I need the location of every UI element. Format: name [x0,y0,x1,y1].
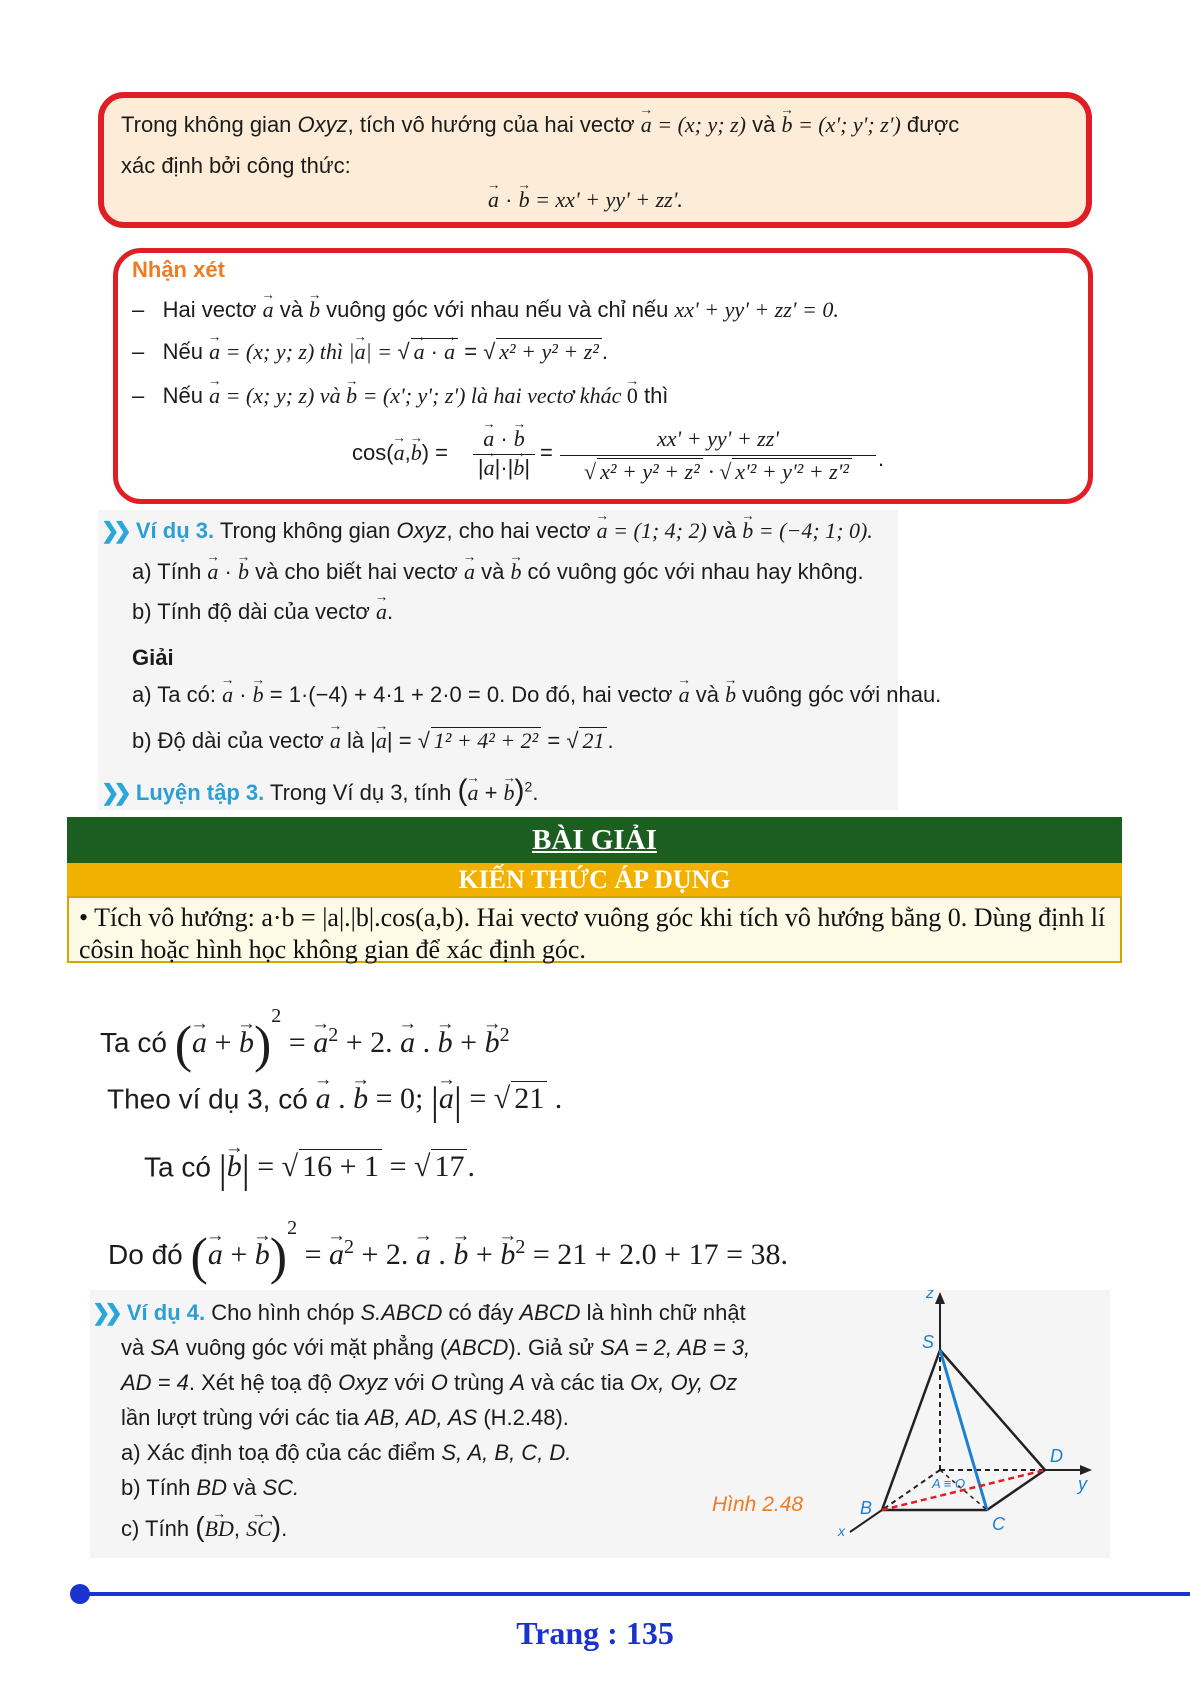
definition-line-1: Trong không gian Oxyz, tích vô hướng của hai vectơ → a = (x; y; z) và → b = (x'; y'; z') được [121,112,959,138]
example-4-line-4: lần lượt trùng với các tia AB, AD, AS (H.2.48). [121,1405,569,1430]
label-x: x [838,1523,845,1539]
remark-item-2: – Nếu → a = (x; y; z) thì |→ a| = √→ a · → a = √ x² + y² + z² . [132,338,608,365]
cos-fraction-1: → a · → b |→ a|·|→ b| [473,426,535,481]
chevron-right-icon: ❯❯ [101,518,126,543]
example-4-question-a: a) Xác định toạ độ của các điểm S, A, B, C, D. [121,1440,572,1465]
figure-caption: Hình 2.48 [712,1493,804,1516]
example-3-solution-a: a) Ta có: → a · → b = 1·(−4) + 4·1 + 2·0 = 0. Do đó, hai vectơ → a và → b vuông góc với nhau. [132,682,941,708]
example-3-heading: ❯❯ Ví dụ 3. Trong không gian Oxyz, cho hai vectơ → a = (1; 4; 2) và → b = (−4; 1; 0). [101,518,873,544]
label-S: S [922,1332,935,1352]
example-4-question-c: c) Tính (→ BD, → SC). [121,1511,287,1543]
example-3-question-b: b) Tính độ dài của vectơ → a. [132,599,393,625]
example-4-question-b: b) Tính BD và SC. [121,1475,300,1500]
cos-formula-lhs: cos(→ a,→ b) = [352,440,448,466]
knowledge-title: KIẾN THỨC ÁP DỤNG [458,865,731,894]
chevron-right-icon: ❯❯ [101,780,126,805]
giai-heading: Giải [132,645,174,670]
solution-line-1: Ta có (→ a + → b)$^2$ = → $a^2 + 2$. → a . → b + → $b^2$ [100,1005,510,1075]
label-AO: A ≡ O [932,1476,966,1491]
remark-item-3: – Nếu → a = (x; y; z) và → b = (x'; y'; z') là hai vectơ khác → 0 thì [132,383,668,409]
definition-line-2: xác định bởi công thức: [121,153,351,178]
pyramid-figure [830,1290,1100,1550]
cos-fraction-2: xx' + yy' + zz' √ x² + y² + z² · √ x'² + y'² + z'² [560,426,876,485]
equals-sign: = [540,440,553,465]
definition-formula: → a · → b = xx' + yy' + zz'. [488,187,683,213]
chevron-right-icon: ❯❯ [92,1300,117,1325]
example-4-line-2: và SA vuông góc với mặt phẳng (ABCD). Giả sử SA = 2, AB = 3, [121,1335,751,1360]
solution-line-2: Theo ví dụ 3, có → a . → b = 0; |→ a| = √ 21 . [107,1078,562,1125]
label-z: z [926,1290,934,1302]
practice-3: ❯❯ Luyện tập 3. Trong Ví dụ 3, tính (→ a + → b)$^2$. [101,774,538,808]
solution-line-4: Do đó (→ a + → b)$^2$ = → $a^2 + 2$. → a . → b + → $b^2 = 21 + 2.0 + 17 = 38$. [108,1217,788,1287]
edge-SD [940,1350,1045,1470]
footer-rule [72,1592,1190,1596]
label-y: y [1078,1474,1087,1494]
example-4-line-3: AD = 4. Xét hệ toạ độ Oxyz với O trùng A và các tia Ox, Oy, Oz [121,1370,738,1395]
example-4-line-1: ❯❯ Ví dụ 4. Cho hình chóp S.ABCD có đáy ABCD là hình chữ nhật [92,1300,746,1325]
solution-title: BÀI GIẢI [532,824,657,856]
label-D: D [1050,1446,1063,1466]
solution-line-3: Ta có |→ b| = √ 16 + 1 = √ 17 . [144,1146,475,1193]
z-arrow [935,1292,945,1304]
example-3-question-a: a) Tính → a · → b và cho biết hai vectơ → a và → b có vuông góc với nhau hay không. [132,559,864,585]
example-3-solution-b: b) Độ dài của vectơ → a là |→ a| = √ 1² + 4² + 2² = √ 21 . [132,727,614,754]
footer-dot [70,1584,90,1604]
remark-title: Nhận xét [132,257,225,282]
label-B: B [860,1498,873,1518]
knowledge-body: • Tích vô hướng: a·b = |a|.|b|.cos(a,b). Hai vectơ vuông góc khi tích vô hướng bằng 0. Dùng định lí côsin hoặc hình học không gian để xác định góc. [67,896,1122,963]
remark-item-1: – Hai vectơ → a và → b vuông góc với nhau nếu và chỉ nếu xx' + yy' + zz' = 0. [132,297,839,323]
page-number: Trang : 135 [516,1615,674,1651]
edge-CD [987,1470,1045,1510]
label-C: C [992,1514,1005,1534]
